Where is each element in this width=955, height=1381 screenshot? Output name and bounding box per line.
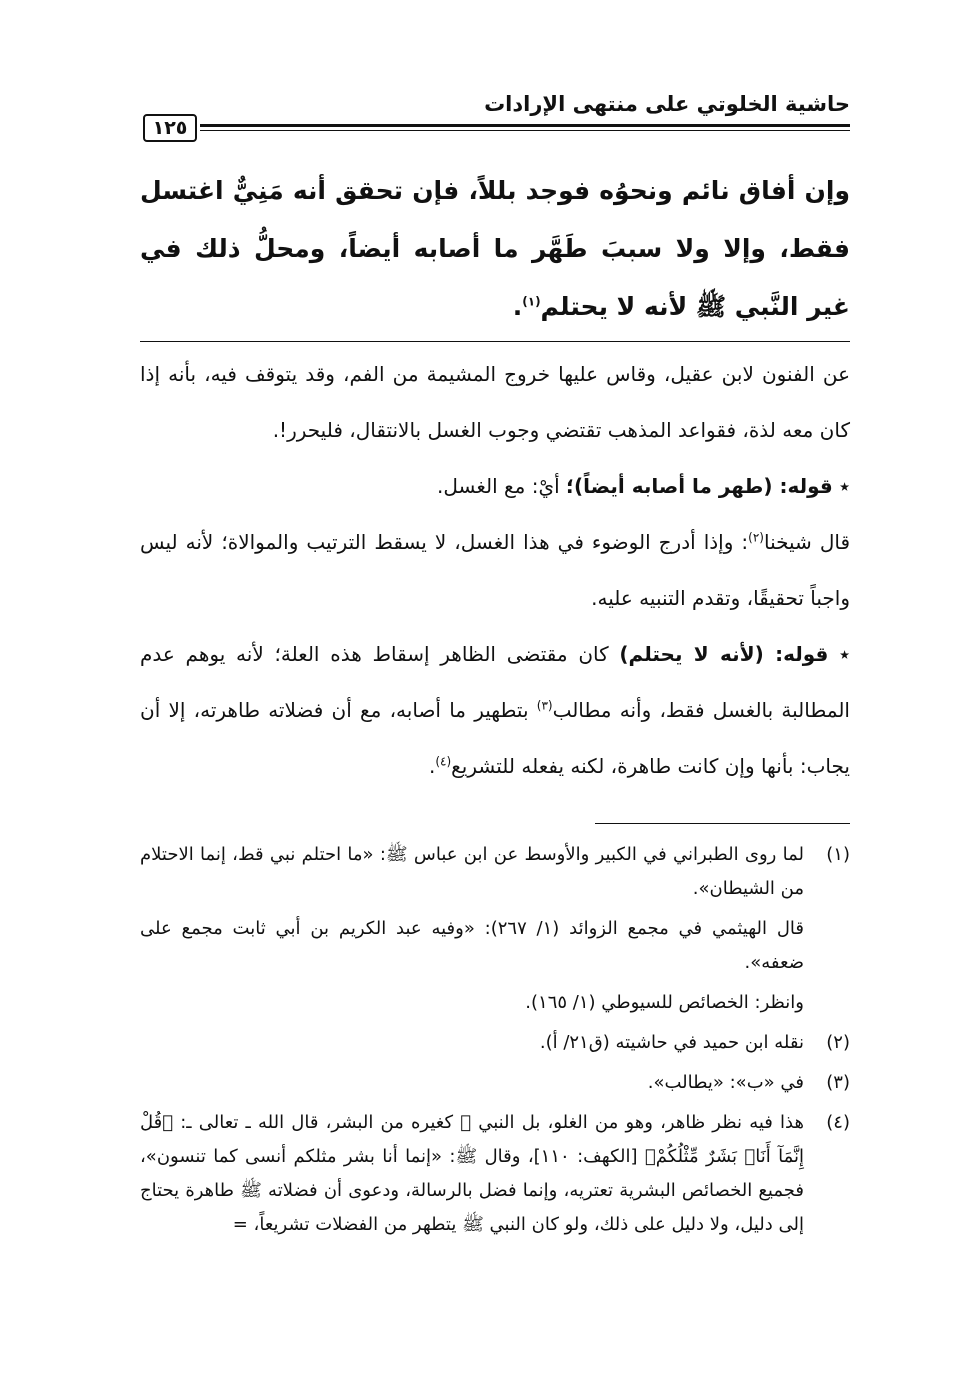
- footnote-1: [140, 838, 850, 906]
- matn-line-3: لا يحتلم: [540, 292, 636, 321]
- footnote-2: [140, 1026, 850, 1060]
- footnote-number: (٤): [826, 1112, 850, 1133]
- header-rule-thick: [200, 124, 850, 127]
- star-bullet-icon: ٭: [839, 642, 850, 666]
- footnote-number: (١): [826, 844, 850, 865]
- star-bullet-icon: ٭: [839, 474, 850, 498]
- footnote-text: هذا فيه نظر ظاهر، وهو من الغلو، بل النبي ﷺ كغيره من البشر، قال الله ـ تعالى ـ: ﴿قُلْ إِنَّمَآ أَنَا۠ بَشَرٌ مِّثْلُكُمْ﴾ [الكهف: ١١٠]، وقال ﷺ: «إنما أنا بشر مثلكم أنسى كما تنسون»، فجميع الخصائص البشرية تعتريه، وإنما فضل بالرسالة، ودعوى أن فضلاته ﷺ طاهرة يحتاج إلى دليل، ولا دليل على ذلك، ولو كان النبي ﷺ يتطهر من الفضلات تشريعاً، =: [140, 1112, 804, 1235]
- footnote-ref-4: (٤): [435, 754, 452, 769]
- commentary-paragraph-4: [140, 626, 850, 794]
- footnote-1-note-suyuti: وانظر: الخصائص للسيوطي (١/ ١٦٥).: [525, 992, 804, 1013]
- footnote-number: (٣): [826, 1072, 850, 1093]
- commentary-text-run: كان مقتضى الظاهر إسقاط هذه العلة؛ لأنه يوهم عدم المطالبة بالغسل فقط، وأنه مطالب: [140, 642, 850, 722]
- header-rule-thin: [200, 130, 850, 131]
- footnote-3: [140, 1066, 850, 1100]
- commentary-text: [140, 346, 850, 794]
- footnote-text: لما روى الطبراني في الكبير والأوسط عن ابن عباس ﷺ: «ما احتلم نبي قط، إنما الاحتلام من الشيطان».: [140, 844, 804, 899]
- footnote-4: [140, 1106, 850, 1242]
- running-title: حاشية الخلوتي على منتهى الإرادات: [484, 92, 850, 116]
- commentary-paragraph-2: [140, 458, 850, 514]
- matn-end-period: .: [512, 292, 523, 321]
- footnotes-section: [140, 838, 850, 1242]
- qawluh-lead: قوله: (طهر ما أصابه أيضاً)؛: [566, 474, 833, 498]
- matn-line-1: وإن أفاق نائم ونحوُه فوجد بللاً، فإن تحقق أنه مَنِيٌّ اغتسل فقط،: [140, 176, 850, 263]
- main-text: [140, 162, 850, 336]
- footnote-ref-1: (١): [522, 294, 541, 309]
- footnote-1-note-haythami: قال الهيثمي في مجمع الزوائد (١/ ٢٦٧): «وفيه عبد الكريم بن أبي ثابت مجمع على ضعفه».: [140, 918, 804, 973]
- footnote-text: نقله ابن حميد في حاشيته (ق٢١/ أ).: [539, 1032, 804, 1053]
- commentary-paragraph-3: [140, 514, 850, 626]
- commentary-text-run: بتطهير ما أصابه، مع أن فضلاته طاهرته، إلا أن يجاب: بأنها وإن كانت طاهرة، لكنه يفعله للتشريع: [140, 698, 850, 778]
- qawluh-lead: قوله: (لأنه لا يحتلم): [619, 642, 829, 666]
- commentary-text-run: .: [428, 754, 436, 778]
- footnote-number: (٢): [826, 1032, 850, 1053]
- footnote-ref-2: (٢): [748, 530, 764, 545]
- footnote-separator-rule: [595, 823, 850, 824]
- matn-line-2: وإلا ولا سببَ طَهَّر ما أصابه أيضاً، ومحلُّ ذلك في غير النَّبي ﷺ لأنه: [140, 234, 850, 321]
- commentary-text-run: أيْ: مع الغسل.: [437, 474, 567, 498]
- matn-separator-rule: [140, 341, 850, 342]
- footnote-text: في «ب»: «يطالب».: [647, 1072, 804, 1093]
- commentary-text-run: قال شيخنا: [763, 530, 851, 554]
- commentary-text-run: : وإذا أدرج الوضوء في هذا الغسل، لا يسقط الترتيب والموالاة؛ لأنه ليس واجباً تحقيقًا، وتقدم التنبيه عليه.: [140, 530, 850, 610]
- page-number-box: ١٢٥: [143, 114, 197, 142]
- footnote-ref-3: (٣): [536, 698, 553, 713]
- commentary-paragraph-1: عن الفنون لابن عقيل، وقاس عليها خروج المشيمة من الفم، وقد يتوقف فيه، بأنه إذا كان معه لذة، فقواعد المذهب تقتضي وجوب الغسل بالانتقال، فليحرر!.: [140, 362, 850, 442]
